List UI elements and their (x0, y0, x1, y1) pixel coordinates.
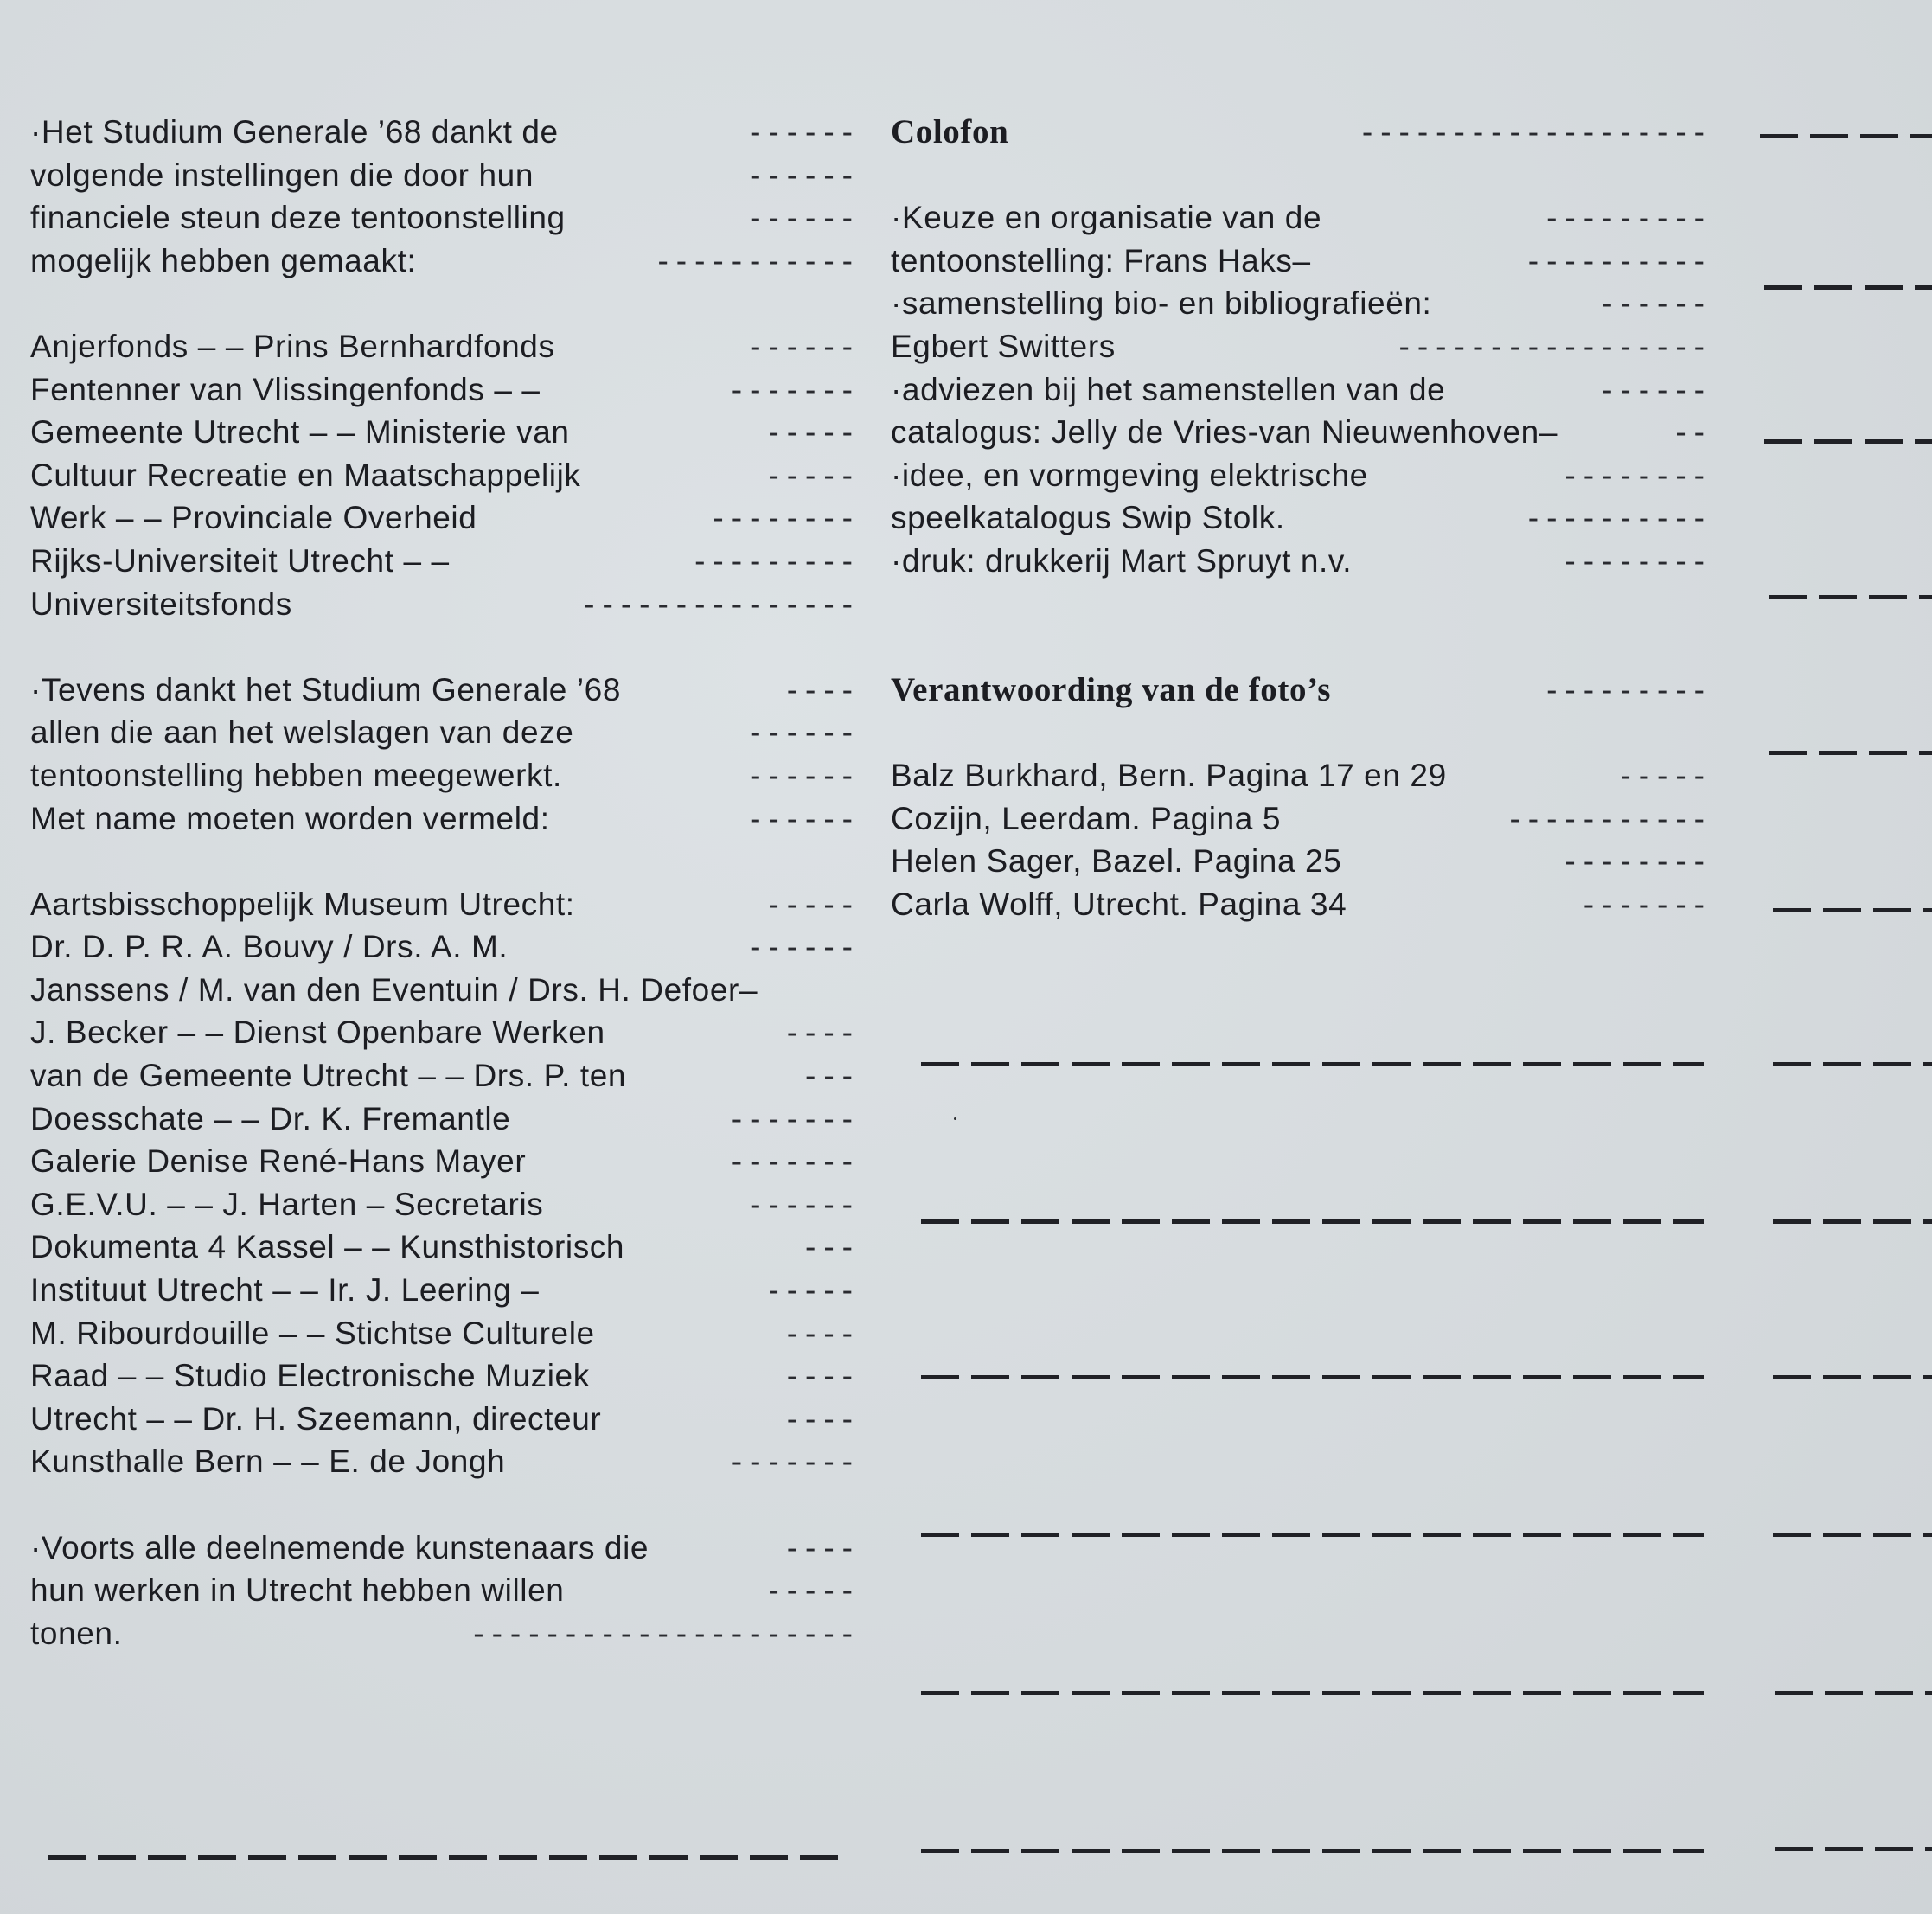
text-line: M. Ribourdouille – – Stichtse Culturele ---- (30, 1315, 860, 1351)
text-line: mogelijk hebben gemaakt: ----------- (30, 242, 860, 278)
text-line: volgende instellingen die door hun ------ (30, 157, 860, 193)
dashed-rule (921, 1691, 1704, 1695)
text-line: Balz Burkhard, Bern. Pagina 17 en 29 ----- (891, 757, 1712, 793)
text-line: Werk – – Provinciale Overheid -------- (30, 500, 860, 536)
text-line: Galerie Denise René-Hans Mayer ------- (30, 1143, 860, 1180)
text-line: Egbert Switters ----------------- (891, 328, 1712, 364)
text-line: van de Gemeente Utrecht – – Drs. P. ten --- (30, 1058, 860, 1094)
acknowledgements-column (30, 111, 860, 1655)
dashed-rule (1773, 1062, 1932, 1066)
colofon-heading: Colofon ------------------- (891, 113, 1712, 150)
text-line: Doesschate – – Dr. K. Fremantle ------- (30, 1100, 860, 1136)
text-line: hun werken in Utrecht hebben willen ----- (30, 1572, 860, 1609)
dashed-rule (1773, 1533, 1932, 1537)
text-line: Dr. D. P. R. A. Bouvy / Drs. A. M. ------ (30, 929, 860, 965)
text-line: Cultuur Recreatie en Maatschappelijk ----- (30, 457, 860, 493)
text-line: Janssens / M. van den Eventuin / Drs. H. Defoer– (30, 971, 758, 1008)
dashed-rule (1775, 1847, 1932, 1851)
dashed-rule (1773, 1375, 1932, 1379)
text-line: Rijks-Universiteit Utrecht – – --------- (30, 542, 860, 579)
dashed-rule (1775, 1691, 1932, 1695)
dashed-rule (1769, 751, 1932, 755)
text-line: Universiteitsfonds --------------- (30, 586, 860, 622)
text-line: Kunsthalle Bern – – E. de Jongh ------- (30, 1444, 860, 1480)
text-line: J. Becker – – Dienst Openbare Werken ---- (30, 1015, 860, 1051)
text-line: Helen Sager, Bazel. Pagina 25 -------- (891, 843, 1712, 880)
text-line: speelkatalogus Swip Stolk. ---------- (891, 500, 1712, 536)
dashed-rule (1764, 439, 1932, 444)
text-line: ·Keuze en organisatie van de --------- (891, 200, 1712, 236)
text-line: Instituut Utrecht – – Ir. J. Leering – ----- (30, 1272, 860, 1309)
dashed-rule (48, 1855, 848, 1860)
text-line: Anjerfonds – – Prins Bernhardfonds ------ (30, 328, 860, 364)
dashed-rule (921, 1062, 1704, 1066)
dashed-rule (1764, 285, 1932, 290)
text-line: tonen. --------------------- (30, 1615, 860, 1651)
text-line: Carla Wolff, Utrecht. Pagina 34 ------- (891, 886, 1712, 922)
dashed-rule (1773, 908, 1932, 912)
text-line: Cozijn, Leerdam. Pagina 5 ----------- (891, 800, 1712, 836)
text-line: tentoonstelling: Frans Haks– ---------- (891, 242, 1712, 278)
fotos-heading: Verantwoording van de foto’s --------- (891, 670, 1712, 708)
text-line: Raad – – Studio Electronische Muziek ---- (30, 1358, 860, 1394)
dashed-rule (921, 1533, 1704, 1537)
text-line: ·adviezen bij het samenstellen van de ------ (891, 371, 1712, 407)
text-line: tentoonstelling hebben meegewerkt. ------ (30, 757, 860, 793)
dashed-rule (921, 1375, 1704, 1379)
dashed-rule (1769, 595, 1932, 599)
text-line: financiele steun deze tentoonstelling ------ (30, 200, 860, 236)
text-line: ·idee, en vormgeving elektrische -------- (891, 457, 1712, 493)
text-line: catalogus: Jelly de Vries-van Nieuwenhoven– -- (891, 414, 1712, 451)
colofon-column (891, 111, 1712, 925)
text-line: ·Het Studium Generale ’68 dankt de ------ (30, 114, 860, 150)
text-line: ·Tevens dankt het Studium Generale ’68 ---- (30, 671, 860, 707)
text-line: ·samenstelling bio- en bibliografieën: ------ (891, 285, 1712, 322)
text-line: G.E.V.U. – – J. Harten – Secretaris ------ (30, 1186, 860, 1222)
text-line: Gemeente Utrecht – – Ministerie van ----- (30, 414, 860, 451)
text-line: Aartsbisschoppelijk Museum Utrecht: ----- (30, 886, 860, 922)
text-line: Fentenner van Vlissingenfonds – – ------- (30, 371, 860, 407)
dashed-rule (1760, 134, 1932, 138)
text-line: Utrecht – – Dr. H. Szeemann, directeur ---- (30, 1400, 860, 1437)
text-line: ·Voorts alle deelnemende kunstenaars die ---- (30, 1529, 860, 1565)
paper-speck (954, 1117, 956, 1120)
dashed-rule (921, 1849, 1704, 1853)
text-line: Dokumenta 4 Kassel – – Kunsthistorisch --- (30, 1229, 860, 1265)
text-line: ·druk: drukkerij Mart Spruyt n.v. -------- (891, 542, 1712, 579)
text-line: Met name moeten worden vermeld: ------ (30, 800, 860, 836)
dashed-rule (1773, 1219, 1932, 1224)
text-line: allen die aan het welslagen van deze ------ (30, 714, 860, 751)
dashed-rule (921, 1219, 1704, 1224)
